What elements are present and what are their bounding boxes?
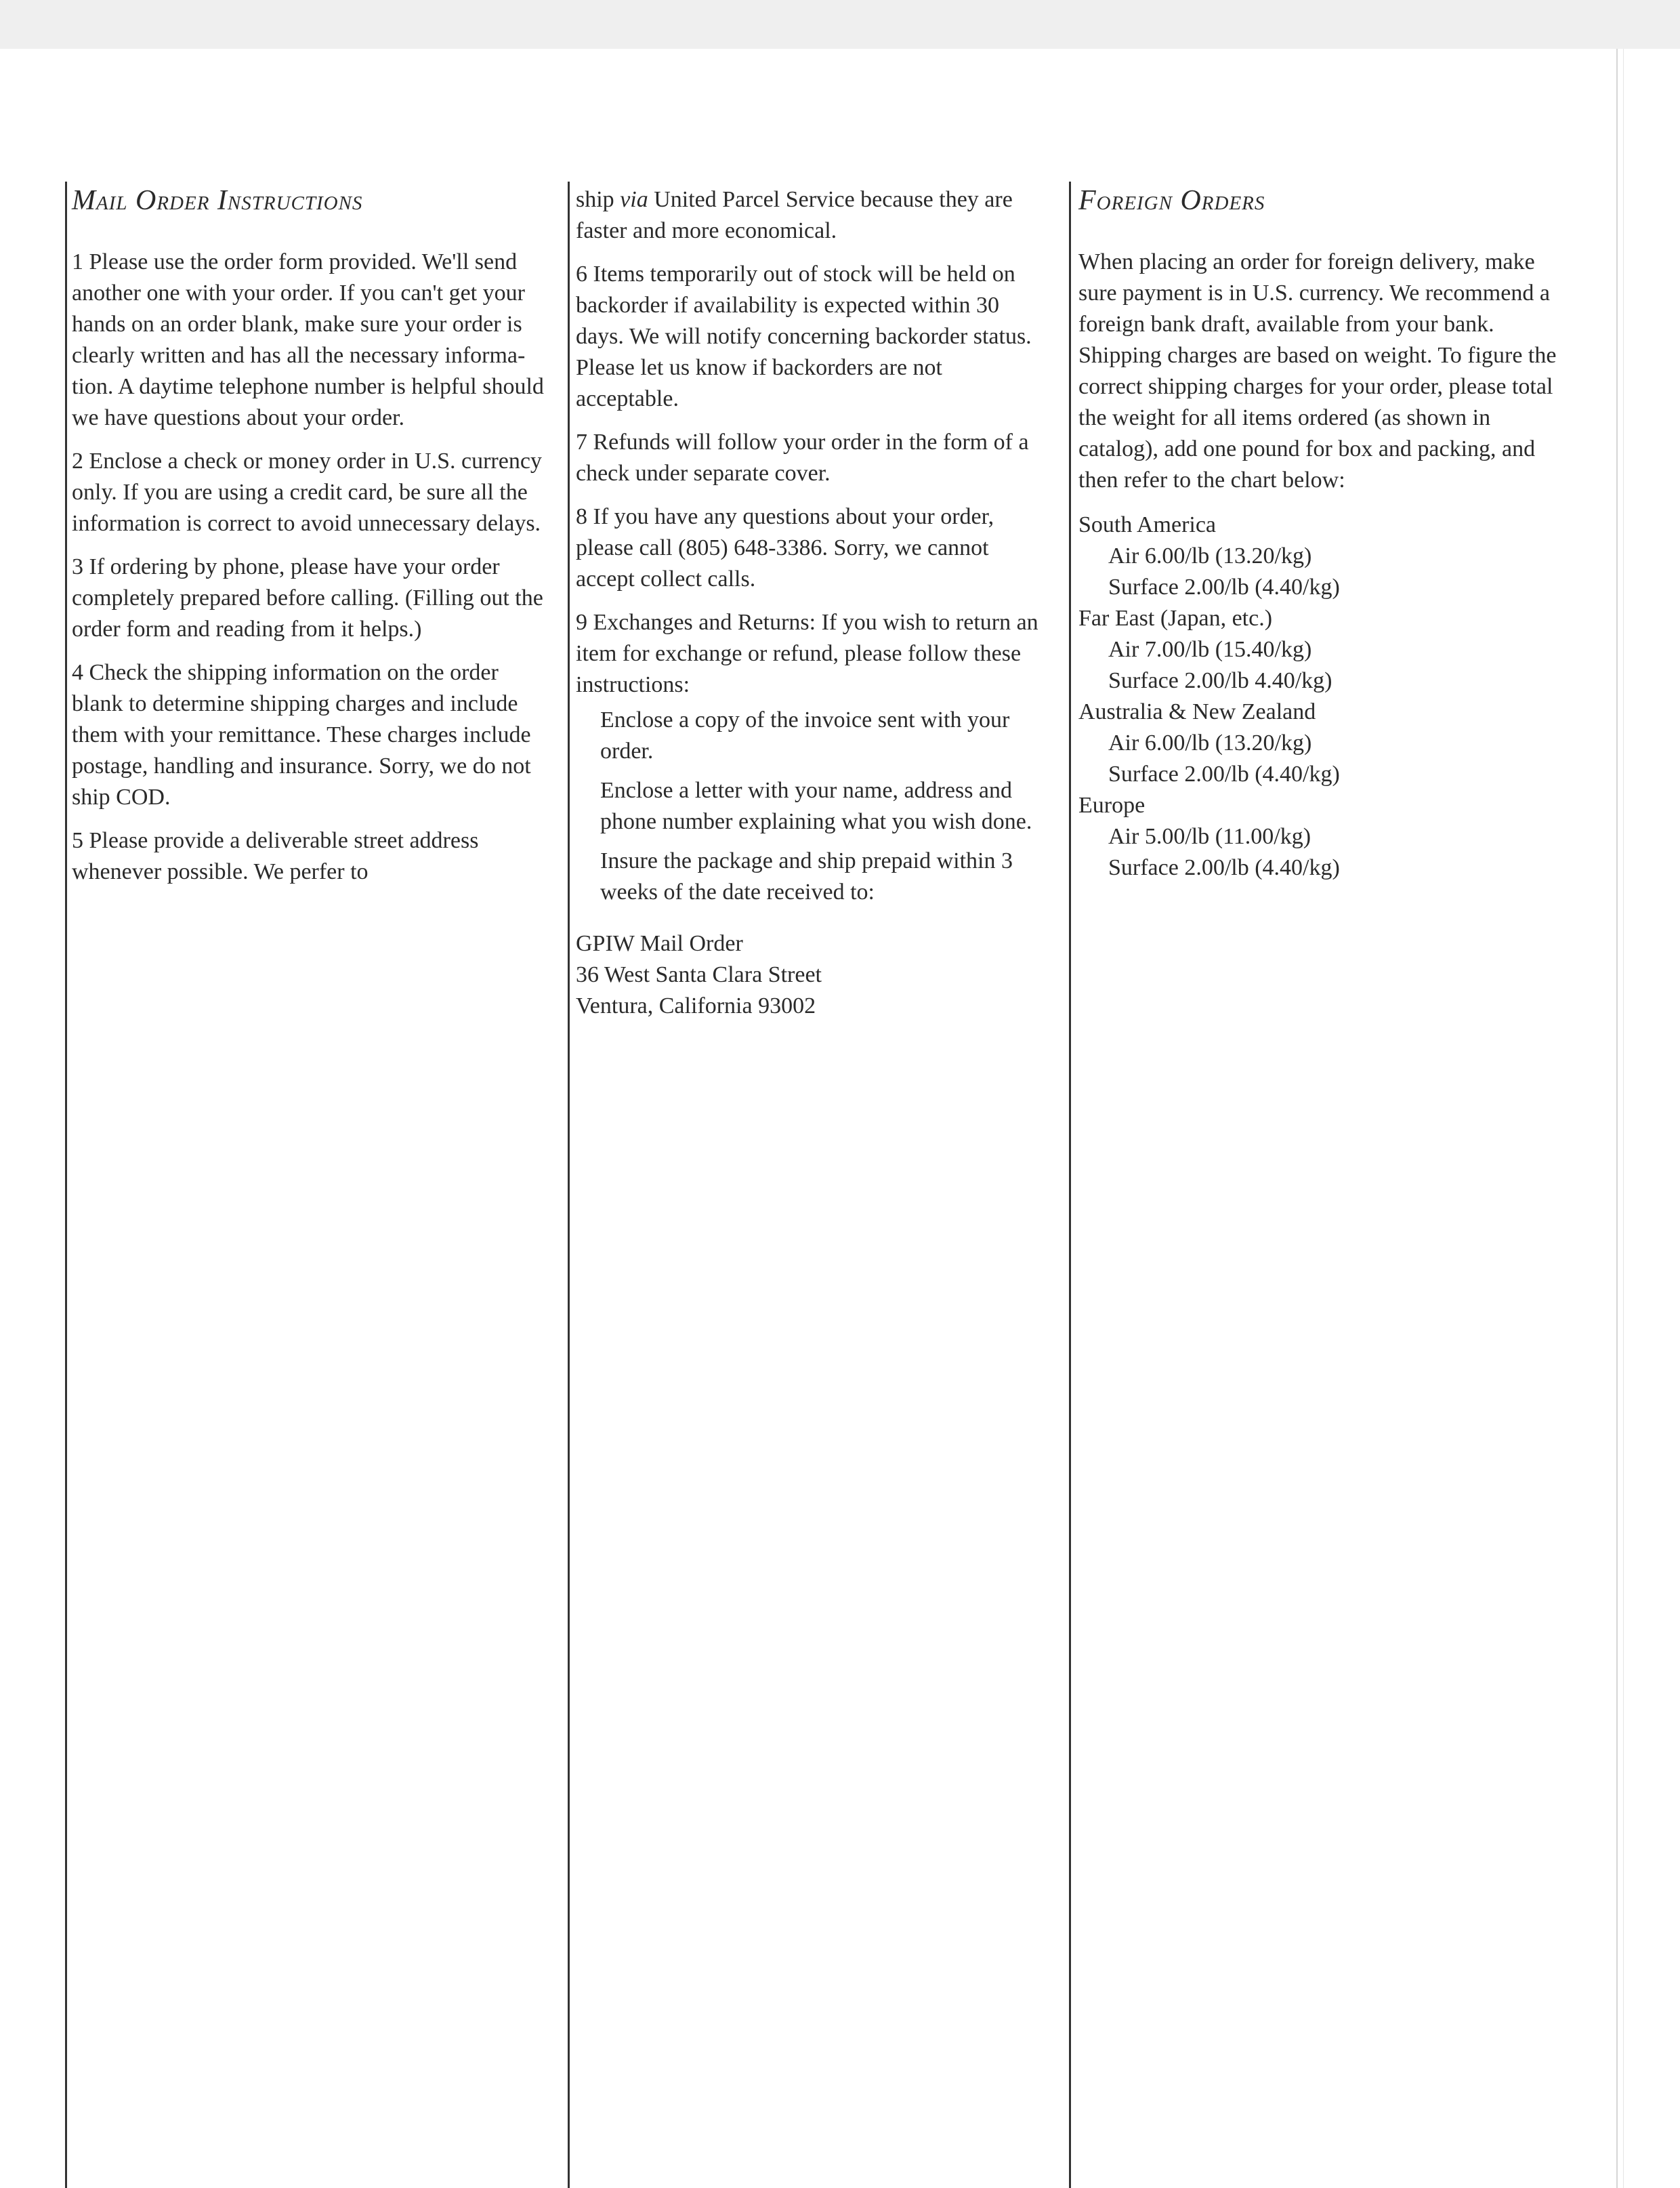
region-name: Europe xyxy=(1078,793,1146,818)
surface-rate: Surface 2.00/lb 4.40/kg) xyxy=(1108,668,1332,693)
instruction-item: 2 Enclose a check or money order in U.S. currency only. If you are using a credit card, be sure all the information is correct to avoid unnecessary delays. xyxy=(72,449,542,536)
page-edge xyxy=(1623,49,1624,2188)
instruction-item: 5 Please provide a deliverable street address whenever possible. We perfer to xyxy=(72,828,479,884)
instruction-item: 3 If ordering by phone, please have your order completely prepared before calling. (Filling out the order form and reading from it helps.) xyxy=(72,554,543,642)
air-rate: Air 6.00/lb (13.20/kg) xyxy=(1108,730,1312,756)
air-rate: Air 7.00/lb (15.40/kg) xyxy=(1108,637,1312,662)
address-line: Ventura, California 93002 xyxy=(576,993,816,1018)
continued-text-end: United Parcel Service because they are faster and more economical. xyxy=(576,187,1013,243)
instruction-item: 8 If you have any questions about your order, please call (805) 648-3386. Sorry, we cannot accept collect calls. xyxy=(576,504,994,592)
region-name: Far East (Japan, etc.) xyxy=(1078,606,1273,631)
return-step: Enclose a letter with your name, address and phone number explaining what you wish done. xyxy=(600,778,1032,834)
surface-rate: Surface 2.00/lb (4.40/kg) xyxy=(1108,575,1340,600)
instruction-item: 7 Refunds will follow your order in the form of a check under separate cover. xyxy=(576,430,1029,486)
region-name: Australia & New Zealand xyxy=(1078,699,1316,724)
foreign-orders-heading: Foreign Orders xyxy=(1078,185,1265,216)
surface-rate: Surface 2.00/lb (4.40/kg) xyxy=(1108,762,1340,787)
air-rate: Air 6.00/lb (13.20/kg) xyxy=(1108,543,1312,569)
foreign-orders-intro: When placing an order for foreign delivery, make sure payment is in U.S. currency. We recommend a foreign bank draft, available from your bank. Shipping charges are based on weight. To figure the correct shipping charges for your order, please total the weight for all items ordered (as shown in catalog), add one pound for box and packing, and then refer to the chart below: xyxy=(1078,249,1557,493)
column-rule-2 xyxy=(568,182,570,2188)
surface-rate: Surface 2.00/lb (4.40/kg) xyxy=(1108,855,1340,880)
instruction-item: 9 Exchanges and Returns: If you wish to return an item for exchange or refund, please follow these instructions: xyxy=(576,610,1038,697)
via-italic: via xyxy=(620,187,648,212)
instructions-continued-column xyxy=(576,184,1050,1022)
return-step: Insure the package and ship prepaid within 3 weeks of the date received to: xyxy=(600,848,1013,905)
air-rate: Air 5.00/lb (11.00/kg) xyxy=(1108,824,1311,849)
instruction-item: 6 Items temporarily out of stock will be held on backorder if availability is expected within 30 days. We will notify concerning backorder status. Please let us know if backorders are not acceptable. xyxy=(576,262,1032,411)
mail-order-column xyxy=(72,182,546,900)
address-line: 36 West Santa Clara Street xyxy=(576,962,822,987)
shipping-rate-chart xyxy=(1078,510,1566,884)
instruction-item: 4 Check the shipping information on the order blank to determine shipping charges and include them with your remittance. These charges include postage, handling and insurance. Sorry, we do not ship COD. xyxy=(72,660,531,810)
mail-order-heading: Mail Order Instructions xyxy=(72,185,363,216)
address-line: GPIW Mail Order xyxy=(576,931,743,956)
scan-border xyxy=(0,0,1680,49)
foreign-orders-column xyxy=(1078,182,1566,884)
mailing-address xyxy=(576,928,1050,1022)
continued-text xyxy=(576,184,1050,247)
column-rule-1 xyxy=(65,182,67,2188)
instruction-item: 1 Please use the order form provided. We'll send another one with your order. If you can't get your hands on an order blank, make sure your order is clearly written and has all the necessary informa-tion. A daytime telephone number is helpful should we have questions about your order. xyxy=(72,249,544,430)
column-rule-3 xyxy=(1069,182,1071,2188)
continued-text-start: ship xyxy=(576,187,621,212)
page-edge xyxy=(1616,49,1618,2188)
region-name: South America xyxy=(1078,512,1217,537)
return-step: Enclose a copy of the invoice sent with your order. xyxy=(600,707,1010,764)
